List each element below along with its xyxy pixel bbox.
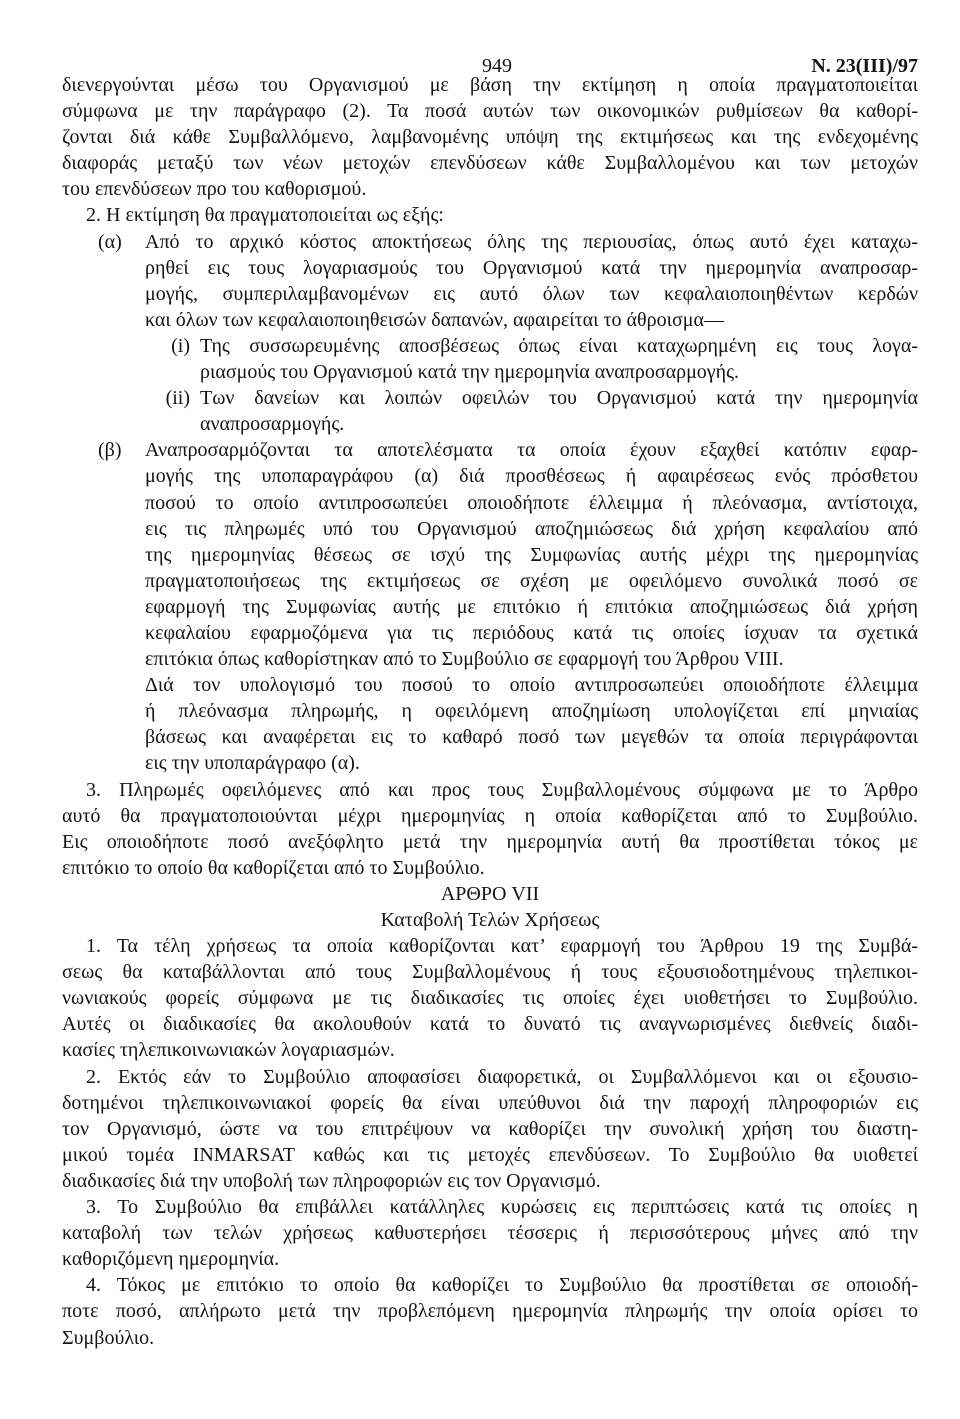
text-line: μογής, συμπεριλαμβανομένων εις αυτό όλων των κεφαλαιοποιηθέντων κερδών <box>145 282 918 305</box>
text-line: Αυτές οι διαδικασίες θα ακολουθούν κατά το δυνατό τις αναγνωρισμένες διεθνείς διαδι- <box>62 1013 918 1036</box>
document-body <box>62 72 918 1351</box>
text-line: Από το αρχικό κόστος αποκτήσεως όλης της περιουσίας, όπως αυτό έχει καταχω- <box>145 230 918 253</box>
gazette-reference: Ν. 23(ΙΙΙ)/97 <box>811 55 918 77</box>
text-line: επιτόκιο το οποίο θα καθορίζεται από το Συμβούλιο. <box>62 856 485 879</box>
text-line: Εις οποιοδήποτε ποσό ανεξόφλητο μετά την ημερομηνία αυτή θα προστίθεται τόκος με <box>62 830 918 853</box>
text-line: πραγματοποιήσεως της εκτιμήσεως σε σχέση με οφειλόμενο συνολικά ποσό σε <box>145 569 918 592</box>
item-b-label: (β) <box>98 439 122 462</box>
text-line: και όλων των κεφαλαιοποιηθεισών δαπανών, αφαιρείται το άθροισμα— <box>145 308 724 331</box>
text-line: καθοριζόμενη ημερομηνία. <box>62 1248 280 1271</box>
text-line: εις τις πληρωμές υπό του Οργανισμού αποζημιώσεως διά χρήση κεφαλαίου από <box>145 517 918 540</box>
text-line: βάσεως και αναφέρεται εις το καθαρό ποσό των μεγεθών τα οποία περιγράφονται <box>145 726 918 749</box>
text-line: αυτό θα πραγματοποιούνται μέχρι ημερομηνίας η οποία καθορίζεται από το Συμβούλιο. <box>62 804 918 827</box>
paragraph-2-intro: 2. Η εκτίμηση θα πραγματοποιείται ως εξής: <box>86 204 444 227</box>
text-line: Αναπροσαρμόζονται τα αποτελέσματα τα οποία έχουν εξαχθεί κατόπιν εφαρ- <box>145 439 918 462</box>
text-line: εφαρμογή της Συμφωνίας αυτής με επιτόκιο ή επιτόκια αποζημιώσεως διά χρήση <box>145 595 918 618</box>
text-line: μικού τομέα INMARSAT καθώς και τις μετοχές επενδύσεων. Το Συμβούλιο θα υιοθετεί <box>62 1143 918 1166</box>
text-line: ή πλεόνασμα πληρωμής, η οφειλόμενη αποζημίωση υπολογίζεται επί μηνιαίας <box>145 700 918 723</box>
item-a <box>62 229 918 255</box>
text-line: μογής της υποπαραγράφου (α) διά προσθέσεως ή αφαιρέσεως ενός πρόσθετου <box>145 465 918 488</box>
text-line: αναπροσαρμογής. <box>200 413 345 436</box>
text-line: νωνιακούς φορείς σύμφωνα με τις διαδικασίες τις οποίες έχει υιοθετήσει το Συμβούλιο. <box>62 987 918 1010</box>
text-line: κασίες τηλεπικοινωνιακών λογαριασμών. <box>62 1039 395 1062</box>
text-line: Συμβούλιο. <box>62 1326 155 1349</box>
text-line: δοτημένοι τηλεπικοινωνιακοί φορείς θα είναι υπεύθυνοι διά την παροχή πληροφοριών εις <box>62 1091 918 1114</box>
item-b <box>62 437 918 463</box>
sub-item-i <box>62 333 918 359</box>
continuation-paragraph <box>62 72 918 202</box>
item-a-label: (α) <box>98 230 122 253</box>
article-heading: ΑΡΘΡΟ VII <box>440 882 540 905</box>
page-number: 949 <box>482 55 512 77</box>
text-line: διενεργούνται μέσω του Οργανισμού με βάση την εκτίμηση η οποία πραγματοποιείται <box>62 74 918 96</box>
article-vii <box>62 881 918 1351</box>
text-line: σεως θα καταβάλλονται από τους Συμβαλλομένους ή τους εξουσιοδοτημένους τηλεπικοι- <box>62 961 918 984</box>
sub-item-ii-label: (ii) <box>165 387 190 410</box>
text-line: 3. Το Συμβούλιο θα επιβάλλει κατάλληλες κυρώσεις εις περιπτώσεις κατά τις οποίες η <box>86 1196 918 1219</box>
text-line: ποτε ποσό, απλήρωτο μετά την προβλεπόμενη ημερομηνία πληρωμής την οποία ορίσει το <box>62 1300 918 1323</box>
text-line: 3. Πληρωμές οφειλόμενες από και προς τους Συμβαλλομένους σύμφωνα με το Άρθρο <box>86 778 918 801</box>
text-line: του επενδύσεων προ του καθορισμού. <box>62 178 367 201</box>
text-line: 4. Τόκος με επιτόκιο το οποίο θα καθορίζει το Συμβούλιο θα προστίθεται σε οποιοδή- <box>86 1274 918 1297</box>
text-line: κεφαλαίου εφαρμοζόμενα για τις περιόδους κατά τις οποίες ίσχυαν τα σχετικά <box>145 621 918 644</box>
text-line: της ημερομηνίας θέσεως σε ισχύ της Συμφωνίας αυτής μέχρι της ημερομηνίας <box>145 543 918 566</box>
text-line: ποσού το οποίο αντιπροσωπεύει οποιοδήποτε έλλειμμα ή πλεόνασμα, αντίστοιχα, <box>145 491 918 514</box>
text-line: επιτόκια όπως καθορίστηκαν από το Συμβούλιο σε εφαρμογή του Άρθρου VIII. <box>145 648 784 671</box>
text-line: σύμφωνα με την παράγραφο (2). Τα ποσά αυτών των οικονομικών ρυθμίσεων θα καθορί- <box>62 100 918 123</box>
sub-item-ii <box>62 385 918 411</box>
text-line: 1. Τα τέλη χρήσεως τα οποία καθορίζονται κατ’ εφαρμογή του Άρθρου 19 της Συμβά- <box>86 935 918 958</box>
text-line: ζονται διά κάθε Συμβαλλόμενο, λαμβανομένης υπόψη της εκτιμήσεως και της ενδεχομένης <box>62 126 918 149</box>
text-line: εις την υποπαράγραφο (α). <box>145 752 360 775</box>
text-line: Διά τον υπολογισμό του ποσού το οποίο αντιπροσωπεύει οποιοδήποτε έλλειμμα <box>145 674 918 697</box>
paragraph-2 <box>62 202 918 776</box>
text-line: Των δανείων και λοιπών οφειλών του Οργανισμού κατά την ημερομηνία <box>200 387 918 410</box>
text-line: καταβολή των τελών χρήσεως καθυστερήσει τέσσερις ή περισσότερους μήνες από την <box>62 1222 918 1245</box>
article-title: Καταβολή Τελών Χρήσεως <box>380 909 600 931</box>
text-line: ρηθεί εις τους λογαριασμούς του Οργανισμού κατά την ημερομηνία αναπροσαρ- <box>145 256 918 279</box>
paragraph-3 <box>62 777 918 881</box>
text-line: Της συσσωρευμένης αποσβέσεως όπως είναι καταχωρημένη εις τους λογα- <box>200 334 918 357</box>
sub-item-i-label: (i) <box>171 334 190 357</box>
text-line: διαφοράς μεταξύ των νέων μετοχών επενδύσεων κάθε Συμβαλλομένου και των μετοχών <box>62 152 918 175</box>
text-line: 2. Εκτός εάν το Συμβούλιο αποφασίσει διαφορετικά, οι Συμβαλλόμενοι και οι εξουσιο- <box>86 1065 918 1088</box>
text-line: τον Οργανισμό, ώστε να του επιτρέψουν να καθορίζει την συνολική χρήση του διαστη- <box>62 1117 918 1140</box>
text-line: ριασμούς του Οργανισμού κατά την ημερομηνία αναπροσαρμογής. <box>200 361 740 384</box>
text-line: διαδικασίες διά την υποβολή των πληροφοριών εις τον Οργανισμό. <box>62 1169 601 1192</box>
